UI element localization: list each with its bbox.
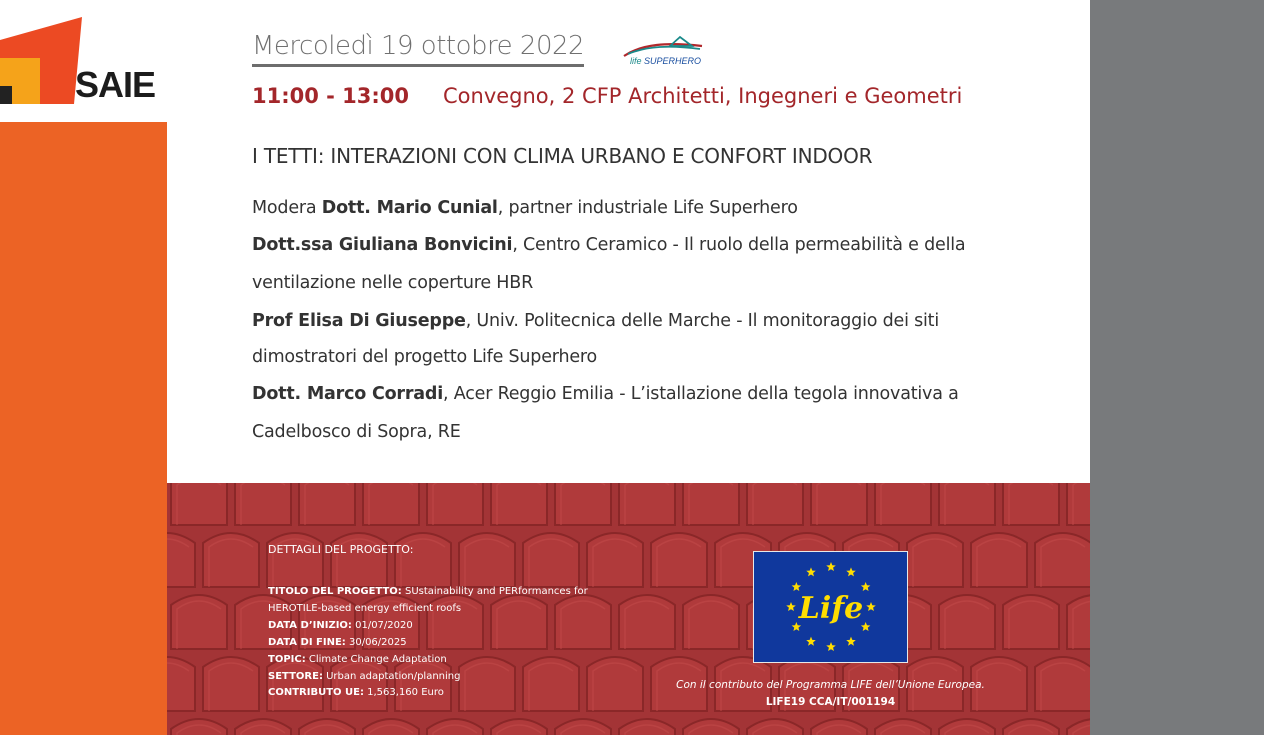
speaker-name: Dott.ssa Giuliana Bonvicini — [252, 235, 513, 255]
project-row-value: Urban adaptation/planning — [322, 671, 461, 682]
speaker-detail: dimostratori del progetto Life Superhero — [252, 347, 598, 367]
speaker-line — [252, 311, 939, 331]
project-details-title: DETTAGLI DEL PROGETTO: — [268, 543, 414, 556]
eu-stars-icon — [754, 552, 907, 662]
speaker-name: Prof Elisa Di Giuseppe — [252, 311, 466, 331]
project-row-value: 30/06/2025 — [345, 637, 407, 648]
event-date: Mercoledì 19 ottobre 2022 — [252, 31, 585, 61]
date-underline — [252, 64, 584, 67]
project-row-value: 01/07/2020 — [351, 620, 413, 631]
life-superhero-logo-text — [630, 56, 701, 66]
project-row — [268, 687, 444, 698]
speaker-line — [252, 198, 798, 218]
project-row — [268, 586, 588, 597]
project-row-value: Climate Change Adaptation — [305, 654, 447, 665]
speaker-detail: , Centro Ceramico - Il ruolo della permeabilità e della — [512, 235, 966, 255]
speaker-line — [252, 273, 533, 293]
project-row — [268, 620, 413, 631]
life-logo-prefix: life — [630, 56, 642, 66]
speaker-line — [252, 347, 597, 367]
speaker-detail: , Acer Reggio Emilia - L’istallazione della tegola innovativa a — [443, 384, 959, 404]
eu-project-code: LIFE19 CCA/IT/001194 — [765, 696, 896, 708]
event-time: 11:00 - 13:00 — [252, 84, 410, 108]
speaker-line — [252, 384, 959, 404]
event-description: Convegno, 2 CFP Architetti, Ingegneri e Geometri — [443, 84, 963, 108]
speaker-detail: , partner industriale Life Superhero — [497, 198, 798, 218]
project-row-label: DATA DI FINE: — [268, 637, 346, 648]
project-row-label: TOPIC: — [268, 654, 306, 665]
speaker-line — [252, 235, 965, 255]
event-heading: I TETTI: INTERAZIONI CON CLIMA URBANO E CONFORT INDOOR — [252, 144, 873, 168]
saie-logo — [0, 0, 175, 122]
eu-caption: Con il contributo del Programma LIFE dell’Unione Europea. — [676, 679, 985, 691]
speaker-name: Dott. Mario Cunial — [321, 198, 498, 218]
project-row-value: 1,563,160 Euro — [363, 687, 444, 698]
project-row-value: SUstainability and PERformances for — [401, 586, 588, 597]
speaker-name: Dott. Marco Corradi — [252, 384, 444, 404]
speaker-detail: Cadelbosco di Sopra, RE — [252, 422, 461, 442]
speaker-lead: Modera — [252, 198, 322, 218]
project-row-value: HEROTILE-based energy efficient roofs — [268, 603, 462, 614]
speaker-detail: ventilazione nelle coperture HBR — [252, 273, 534, 293]
left-orange-panel — [0, 122, 167, 735]
eu-flag-life-text: Life — [798, 591, 864, 626]
eu-life-flag — [753, 551, 908, 663]
project-row — [268, 671, 460, 682]
project-row — [268, 637, 407, 648]
project-row-label: CONTRIBUTO UE: — [268, 687, 364, 698]
project-row — [268, 603, 461, 614]
project-row — [268, 654, 447, 665]
speaker-detail: , Univ. Politecnica delle Marche - Il monitoraggio dei siti — [465, 311, 939, 331]
saie-logo-text: SAIE — [75, 64, 156, 105]
project-row-label: SETTORE: — [268, 671, 323, 682]
right-gray-panel — [1090, 0, 1264, 735]
project-row-label: TITOLO DEL PROGETTO: — [268, 586, 402, 597]
life-logo-name: SUPERHERO — [644, 56, 702, 66]
project-row-label: DATA D’INIZIO: — [268, 620, 352, 631]
speaker-line — [252, 422, 461, 442]
